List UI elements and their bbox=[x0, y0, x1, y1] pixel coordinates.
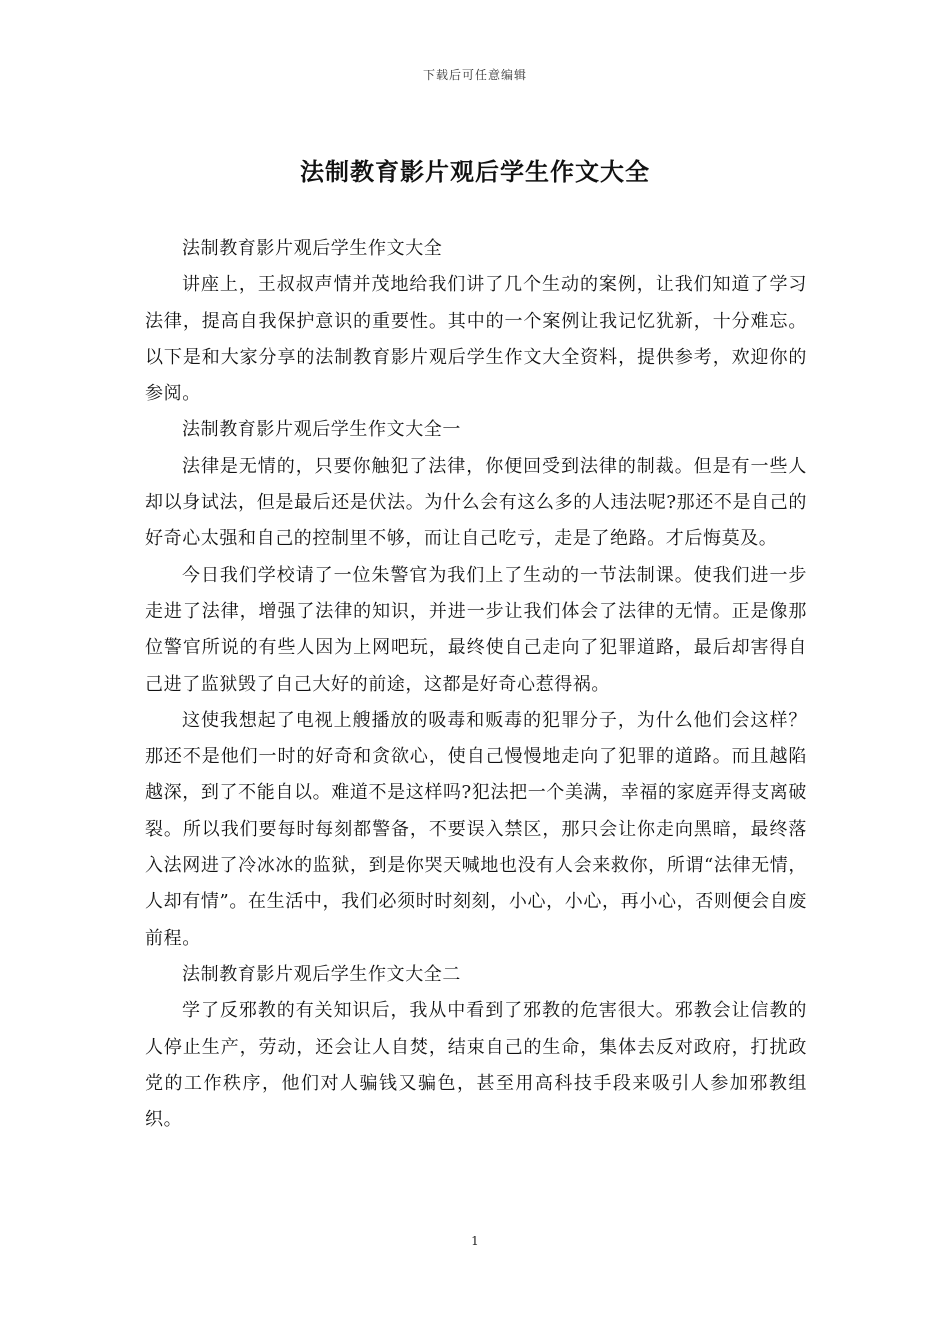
document-body bbox=[145, 231, 807, 1138]
paragraph-intro: 讲座上，王叔叔声情并茂地给我们讲了几个生动的案例，让我们知道了学习法律，提高自我保护意识的重要性。其中的一个案例让我记忆犹新，十分难忘。以下是和大家分享的法制教育影片观后学生作文大全资料，提供参考，欢迎你的参阅。 bbox=[145, 274, 807, 405]
document-title: 法制教育影片观后学生作文大全 bbox=[300, 157, 650, 186]
paragraph-intro-heading: 法制教育影片观后学生作文大全 bbox=[182, 238, 443, 259]
paragraph: 法律是无情的，只要你触犯了法律，你便回受到法律的制裁。但是有一些人却以身试法，但是最后还是伏法。为什么会有这么多的人违法呢?那还不是自己的好奇心太强和自己的控制里不够，而让自己吃亏，走是了绝路。才后悔莫及。 bbox=[145, 455, 807, 550]
paragraph: 学了反邪教的有关知识后，我从中看到了邪教的危害很大。邪教会让信教的人停止生产，劳动，还会让人自焚，结束自己的生命，集体去反对政府，打扰政党的工作秩序，他们对人骗钱又骗色，甚至用高科技手段来吸引人参加邪教组织。 bbox=[145, 1000, 807, 1131]
paragraph: 这使我想起了电视上艘播放的吸毒和贩毒的犯罪分子，为什么他们会这样？那还不是他们一时的好奇和贪欲心，使自己慢慢地走向了犯罪的道路。而且越陷越深，到了不能自以。难道不是这样吗?犯法把一个美满，幸福的家庭弄得支离破裂。所以我们要每时每刻都警备，不要误入禁区，那只会让你走向黑暗，最终落入法网进了冷冰冰的监狱，到是你哭天喊地也没有人会来救你，所谓“法律无情，人却有情”。在生活中，我们必须时时刻刻，小心，小心，再小心，否则便会自废前程。 bbox=[145, 709, 807, 949]
section-heading-two: 法制教育影片观后学生作文大全二 bbox=[182, 963, 461, 985]
page-number: 1 bbox=[471, 1234, 479, 1248]
section-heading-one: 法制教育影片观后学生作文大全一 bbox=[182, 419, 461, 441]
header-note: 下载后可任意编辑 bbox=[422, 68, 527, 82]
paragraph: 今日我们学校请了一位朱警官为我们上了生动的一节法制课。使我们进一步走进了法律，增强了法律的知识，并进一步让我们体会了法律的无情。正是像那位警官所说的有些人因为上网吧玩，最终使自己走向了犯罪道路，最后却害得自己进了监狱毁了自己大好的前途，这都是好奇心惹得祸。 bbox=[145, 564, 807, 695]
